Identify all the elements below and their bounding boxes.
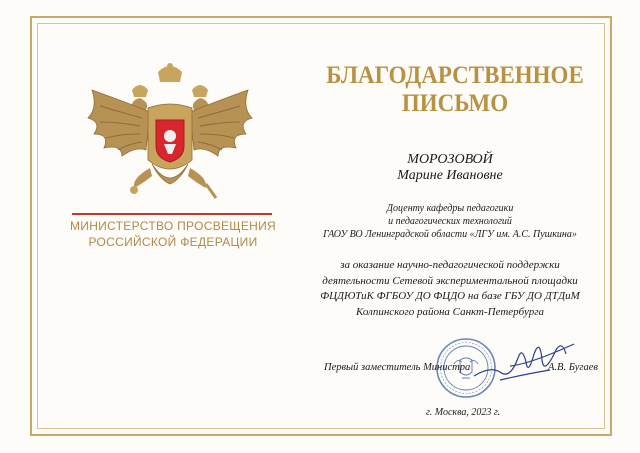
place-and-date: г. Москва, 2023 г. xyxy=(426,407,501,418)
title-line-1: БЛАГОДАРСТВЕННОЕ xyxy=(326,62,584,89)
recipient-name: Марине Ивановне xyxy=(397,168,503,183)
recipient-surname: МОРОЗОВОЙ xyxy=(407,152,493,167)
recipient-position xyxy=(300,202,600,241)
ministry-line-1: МИНИСТЕРСТВО ПРОСВЕЩЕНИЯ xyxy=(69,219,277,233)
reason-line-1: за оказание научно-педагогической поддержки xyxy=(340,259,560,271)
signatory-name: А.В. Бугаев xyxy=(548,362,598,373)
award-reason xyxy=(300,258,600,320)
signatory-role: Первый заместитель Министра xyxy=(324,362,471,373)
reason-line-3: ФЦДЮТиК ФГБОУ ДО ФЦДО на базе ГБУ ДО ДТДиМ xyxy=(320,290,580,302)
title-line-2: ПИСЬМО xyxy=(401,90,509,117)
ministry-name xyxy=(66,218,280,250)
reason-line-2: деятельности Сетевой экспериментальной площадки xyxy=(322,274,578,287)
position-line-3: ГАОУ ВО Ленинградской области «ЛГУ им. А.С. Пушкина» xyxy=(323,229,577,240)
letter-title xyxy=(312,62,597,118)
double-headed-eagle-emblem-icon xyxy=(80,60,260,210)
red-divider xyxy=(72,213,272,215)
reason-line-4: Колпинского района Санкт-Петербурга xyxy=(355,305,545,318)
position-line-1: Доценту кафедры педагогики xyxy=(386,203,514,214)
position-line-2: и педагогических технологий xyxy=(388,216,512,227)
ministry-line-2: РОССИЙСКОЙ ФЕДЕРАЦИИ xyxy=(88,235,258,249)
